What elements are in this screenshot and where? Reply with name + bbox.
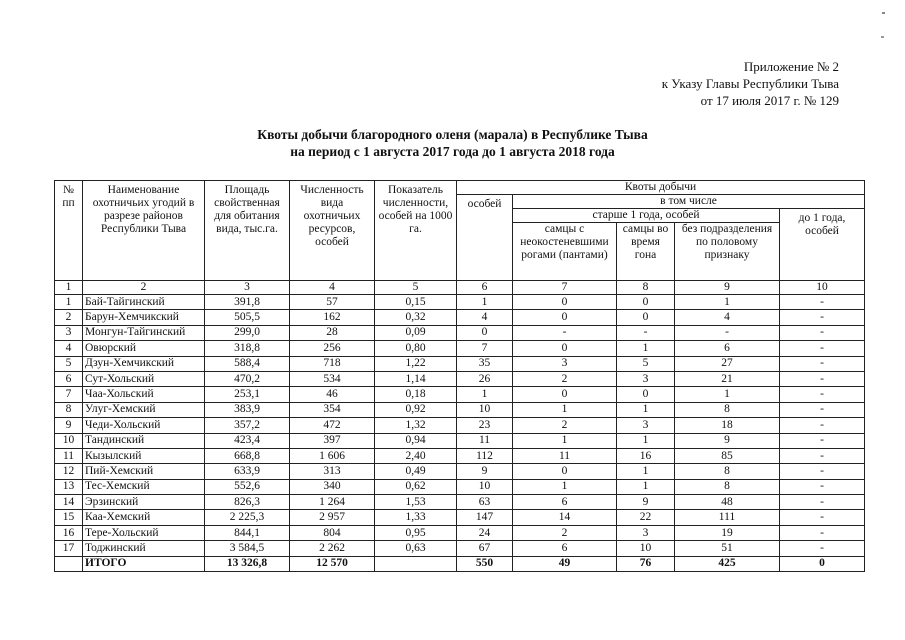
row-quota: 23 [457,418,513,433]
row-under1: - [780,356,865,371]
header-including: в том числе [513,195,865,209]
row-num: 13 [55,479,83,494]
row-males-rut: 10 [617,541,675,556]
table-row [55,418,865,433]
header-area: Площадь свойственная для обитания вида, тыс.га. [205,181,290,281]
table-row [55,541,865,556]
row-under1: - [780,448,865,463]
row-name: Улуг-Хемский [83,402,205,417]
total-density [375,556,457,571]
row-males-antlers: 1 [513,433,617,448]
colnum: 9 [675,281,780,295]
row-no-sex: 1 [675,295,780,310]
row-under1: - [780,495,865,510]
quota-table [54,180,865,572]
row-no-sex: 85 [675,448,780,463]
row-num: 15 [55,510,83,525]
row-num: 6 [55,371,83,386]
row-population: 2 957 [290,510,375,525]
row-males-antlers: 2 [513,418,617,433]
appendix-header [539,58,839,109]
row-males-antlers: 0 [513,310,617,325]
colnum: 10 [780,281,865,295]
row-males-antlers: 0 [513,387,617,402]
row-population: 313 [290,464,375,479]
row-population: 28 [290,325,375,340]
row-density: 1,32 [375,418,457,433]
table-row [55,310,865,325]
row-no-sex: 48 [675,495,780,510]
row-no-sex: 9 [675,433,780,448]
row-males-rut: 22 [617,510,675,525]
row-density: 0,92 [375,402,457,417]
row-population: 2 262 [290,541,375,556]
row-density: 0,80 [375,341,457,356]
row-num: 12 [55,464,83,479]
title-line-1: Квоты добычи благородного оленя (марала) в Республике Тыва [257,127,648,142]
row-density: 1,22 [375,356,457,371]
row-males-antlers: 6 [513,495,617,510]
row-density: 1,33 [375,510,457,525]
row-quota: 63 [457,495,513,510]
row-area: 3 584,5 [205,541,290,556]
row-males-antlers: - [513,325,617,340]
total-population: 12 570 [290,556,375,571]
header-males-rut: самцы во время гона [617,223,675,281]
row-quota: 11 [457,433,513,448]
header-older: старше 1 года, особей [513,209,780,223]
row-males-rut: 0 [617,387,675,402]
colnum: 4 [290,281,375,295]
row-num: 2 [55,310,83,325]
row-density: 0,49 [375,464,457,479]
quota-rows [55,295,865,572]
row-under1: - [780,510,865,525]
row-males-rut: 1 [617,464,675,479]
row-num: 17 [55,541,83,556]
title-line-2: на период с 1 августа 2017 года до 1 августа 2018 года [290,144,615,159]
row-density: 0,18 [375,387,457,402]
row-area: 826,3 [205,495,290,510]
row-males-antlers: 1 [513,479,617,494]
row-population: 804 [290,525,375,540]
row-quota: 26 [457,371,513,386]
table-row [55,448,865,463]
row-quota: 10 [457,479,513,494]
row-males-antlers: 6 [513,541,617,556]
row-no-sex: 1 [675,387,780,402]
row-males-rut: 0 [617,295,675,310]
row-num: 7 [55,387,83,402]
row-population: 340 [290,479,375,494]
row-population: 1 606 [290,448,375,463]
row-num: 10 [55,433,83,448]
row-area: 470,2 [205,371,290,386]
row-no-sex: 21 [675,371,780,386]
row-name: Чаа-Хольский [83,387,205,402]
row-males-rut: 5 [617,356,675,371]
scan-speck [881,36,884,38]
row-area: 552,6 [205,479,290,494]
row-population: 354 [290,402,375,417]
colnum: 2 [83,281,205,295]
row-males-rut: 3 [617,371,675,386]
header-no-sex: без подразделения по половому признаку [675,223,780,281]
row-area: 423,4 [205,433,290,448]
row-area: 253,1 [205,387,290,402]
row-males-antlers: 2 [513,525,617,540]
header-total-quota: особей [457,195,513,281]
table-row [55,525,865,540]
row-quota: 147 [457,510,513,525]
row-males-rut: 1 [617,479,675,494]
document-title [0,126,905,160]
row-name: Сут-Хольский [83,371,205,386]
row-num: 11 [55,448,83,463]
row-quota: 9 [457,464,513,479]
row-name: Тоджинский [83,541,205,556]
row-males-rut: - [617,325,675,340]
row-area: 505,5 [205,310,290,325]
row-quota: 0 [457,325,513,340]
row-name: Бай-Тайгинский [83,295,205,310]
row-quota: 1 [457,295,513,310]
header-under1: до 1 года, особей [780,209,865,281]
row-males-rut: 1 [617,402,675,417]
total-area: 13 326,8 [205,556,290,571]
row-population: 472 [290,418,375,433]
row-name: Барун-Хемчикский [83,310,205,325]
row-under1: - [780,325,865,340]
row-under1: - [780,479,865,494]
row-no-sex: 51 [675,541,780,556]
total-quota: 550 [457,556,513,571]
row-quota: 1 [457,387,513,402]
header-quotas: Квоты добычи [457,181,865,195]
row-name: Чеди-Хольский [83,418,205,433]
row-name: Дзун-Хемчикский [83,356,205,371]
row-males-antlers: 1 [513,402,617,417]
row-area: 844,1 [205,525,290,540]
row-under1: - [780,433,865,448]
row-num: 9 [55,418,83,433]
row-area: 383,9 [205,402,290,417]
row-quota: 4 [457,310,513,325]
appendix-decree: к Указу Главы Республики Тыва [661,76,839,91]
header-density: Показатель численности, особей на 1000 га. [375,181,457,281]
row-num: 4 [55,341,83,356]
row-num: 8 [55,402,83,417]
row-area: 391,8 [205,295,290,310]
row-quota: 10 [457,402,513,417]
row-area: 633,9 [205,464,290,479]
table-row [55,325,865,340]
header-name: Наименование охотничьих угодий в разрезе районов Республики Тыва [83,181,205,281]
row-males-rut: 0 [617,310,675,325]
row-no-sex: 18 [675,418,780,433]
row-name: Каа-Хемский [83,510,205,525]
total-males-rut: 76 [617,556,675,571]
row-name: Пий-Хемский [83,464,205,479]
colnum: 6 [457,281,513,295]
table-row [55,510,865,525]
row-males-antlers: 2 [513,371,617,386]
row-density: 1,53 [375,495,457,510]
row-no-sex: 8 [675,402,780,417]
row-males-antlers: 14 [513,510,617,525]
row-num: 14 [55,495,83,510]
row-density: 0,32 [375,310,457,325]
row-males-rut: 16 [617,448,675,463]
row-under1: - [780,402,865,417]
row-population: 162 [290,310,375,325]
row-density: 0,62 [375,479,457,494]
row-name: Кызылский [83,448,205,463]
row-males-rut: 3 [617,525,675,540]
table-row [55,402,865,417]
row-population: 1 264 [290,495,375,510]
row-population: 534 [290,371,375,386]
table-row [55,495,865,510]
row-density: 0,95 [375,525,457,540]
header-males-antlers: самцы с неокостеневшими рогами (пантами) [513,223,617,281]
row-population: 256 [290,341,375,356]
row-quota: 35 [457,356,513,371]
row-quota: 7 [457,341,513,356]
total-label: ИТОГО [83,556,205,571]
row-males-rut: 1 [617,341,675,356]
row-quota: 112 [457,448,513,463]
colnum: 1 [55,281,83,295]
row-population: 718 [290,356,375,371]
row-under1: - [780,387,865,402]
row-area: 357,2 [205,418,290,433]
row-name: Монгун-Тайгинский [83,325,205,340]
header-num: № пп [55,181,83,281]
row-name: Тес-Хемский [83,479,205,494]
row-no-sex: 27 [675,356,780,371]
table-row [55,464,865,479]
total-males-antlers: 49 [513,556,617,571]
total-under1: 0 [780,556,865,571]
row-name: Тере-Хольский [83,525,205,540]
row-num: 3 [55,325,83,340]
row-males-rut: 9 [617,495,675,510]
row-num: 16 [55,525,83,540]
row-under1: - [780,295,865,310]
row-area: 2 225,3 [205,510,290,525]
row-population: 46 [290,387,375,402]
row-name: Овюрский [83,341,205,356]
row-no-sex: - [675,325,780,340]
colnum: 7 [513,281,617,295]
row-no-sex: 8 [675,479,780,494]
row-under1: - [780,371,865,386]
row-area: 588,4 [205,356,290,371]
row-density: 0,63 [375,541,457,556]
table-row [55,341,865,356]
row-density: 2,40 [375,448,457,463]
row-num: 1 [55,295,83,310]
row-under1: - [780,310,865,325]
row-no-sex: 111 [675,510,780,525]
row-quota: 24 [457,525,513,540]
row-males-rut: 1 [617,433,675,448]
row-area: 318,8 [205,341,290,356]
row-under1: - [780,341,865,356]
row-density: 0,15 [375,295,457,310]
row-under1: - [780,464,865,479]
colnum: 8 [617,281,675,295]
row-density: 0,94 [375,433,457,448]
table-row [55,371,865,386]
row-no-sex: 6 [675,341,780,356]
table-row [55,356,865,371]
row-under1: - [780,541,865,556]
table-row [55,387,865,402]
table-row [55,433,865,448]
row-quota: 67 [457,541,513,556]
row-no-sex: 8 [675,464,780,479]
total-row [55,556,865,571]
row-name: Тандинский [83,433,205,448]
row-no-sex: 4 [675,310,780,325]
header-population: Численность вида охотничьих ресурсов, особей [290,181,375,281]
row-under1: - [780,418,865,433]
row-males-antlers: 11 [513,448,617,463]
table-row [55,479,865,494]
row-density: 0,09 [375,325,457,340]
appendix-date: от 17 июля 2017 г. № 129 [700,93,839,108]
row-under1: - [780,525,865,540]
colnum: 5 [375,281,457,295]
scan-speck [882,12,885,14]
row-males-rut: 3 [617,418,675,433]
row-males-antlers: 3 [513,356,617,371]
row-area: 668,8 [205,448,290,463]
table-row [55,295,865,310]
total-num [55,556,83,571]
total-no-sex: 425 [675,556,780,571]
row-population: 57 [290,295,375,310]
row-area: 299,0 [205,325,290,340]
row-males-antlers: 0 [513,295,617,310]
row-males-antlers: 0 [513,341,617,356]
row-males-antlers: 0 [513,464,617,479]
colnum: 3 [205,281,290,295]
row-name: Эрзинский [83,495,205,510]
row-population: 397 [290,433,375,448]
row-no-sex: 19 [675,525,780,540]
row-num: 5 [55,356,83,371]
row-density: 1,14 [375,371,457,386]
appendix-number: Приложение № 2 [743,59,839,74]
